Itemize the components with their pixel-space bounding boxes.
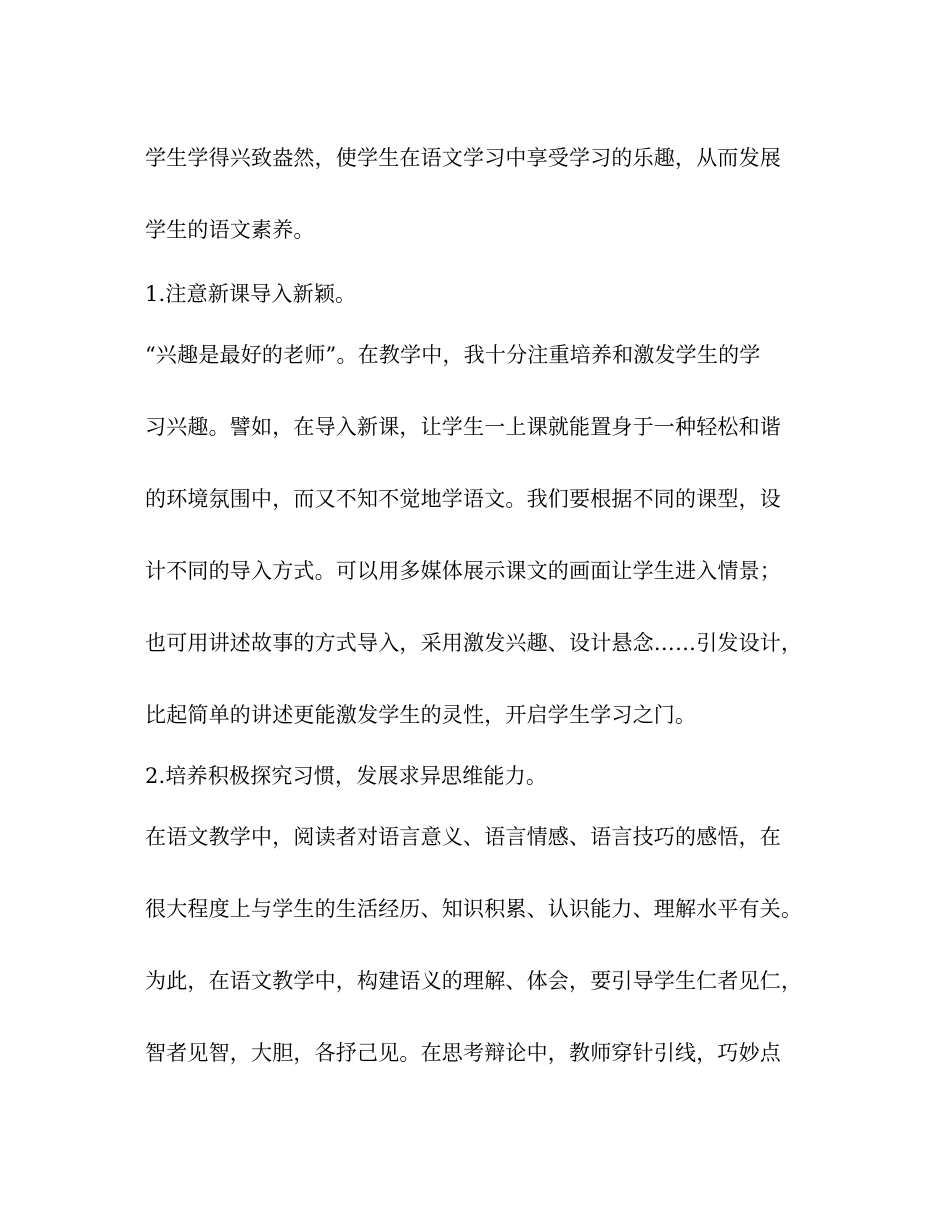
text-line-3: 1.注意新课导入新颖。 <box>145 282 357 306</box>
text-line-13: 为此，在语文教学中，构建语义的理解、体会，要引导学生仁者见仁， <box>145 969 803 993</box>
text-line-9: 比起简单的讲述更能激发学生的灵性，开启学生学习之门。 <box>145 703 697 727</box>
text-line-1: 学生学得兴致盎然，使学生在语文学习中享受学习的乐趣，从而发展 <box>145 146 781 170</box>
text-line-5: 习兴趣。譬如，在导入新课，让学生一上课就能置身于一种轻松和谐 <box>145 415 781 439</box>
text-line-12: 很大程度上与学生的生活经历、知识积累、认识能力、理解水平有关。 <box>145 897 803 921</box>
text-line-7: 计不同的导入方式。可以用多媒体展示课文的画面让学生进入情景； <box>145 559 781 583</box>
text-line-14: 智者见智，大胆，各抒己见。在思考辩论中，教师穿针引线，巧妙点 <box>145 1041 781 1065</box>
text-line-10: 2.培养积极探究习惯，发展求异思维能力。 <box>145 764 548 788</box>
text-line-2: 学生的语文素养。 <box>145 218 315 242</box>
text-line-4: “兴趣是最好的老师”。在教学中，我十分注重培养和激发学生的学 <box>145 343 761 367</box>
text-line-8: 也可用讲述故事的方式导入，采用激发兴趣、设计悬念……引发设计， <box>145 631 803 655</box>
text-line-11: 在语文教学中，阅读者对语言意义、语言情感、语言技巧的感悟，在 <box>145 825 781 849</box>
text-line-6: 的环境氛围中，而又不知不觉地学语文。我们要根据不同的课型，设 <box>145 487 781 511</box>
